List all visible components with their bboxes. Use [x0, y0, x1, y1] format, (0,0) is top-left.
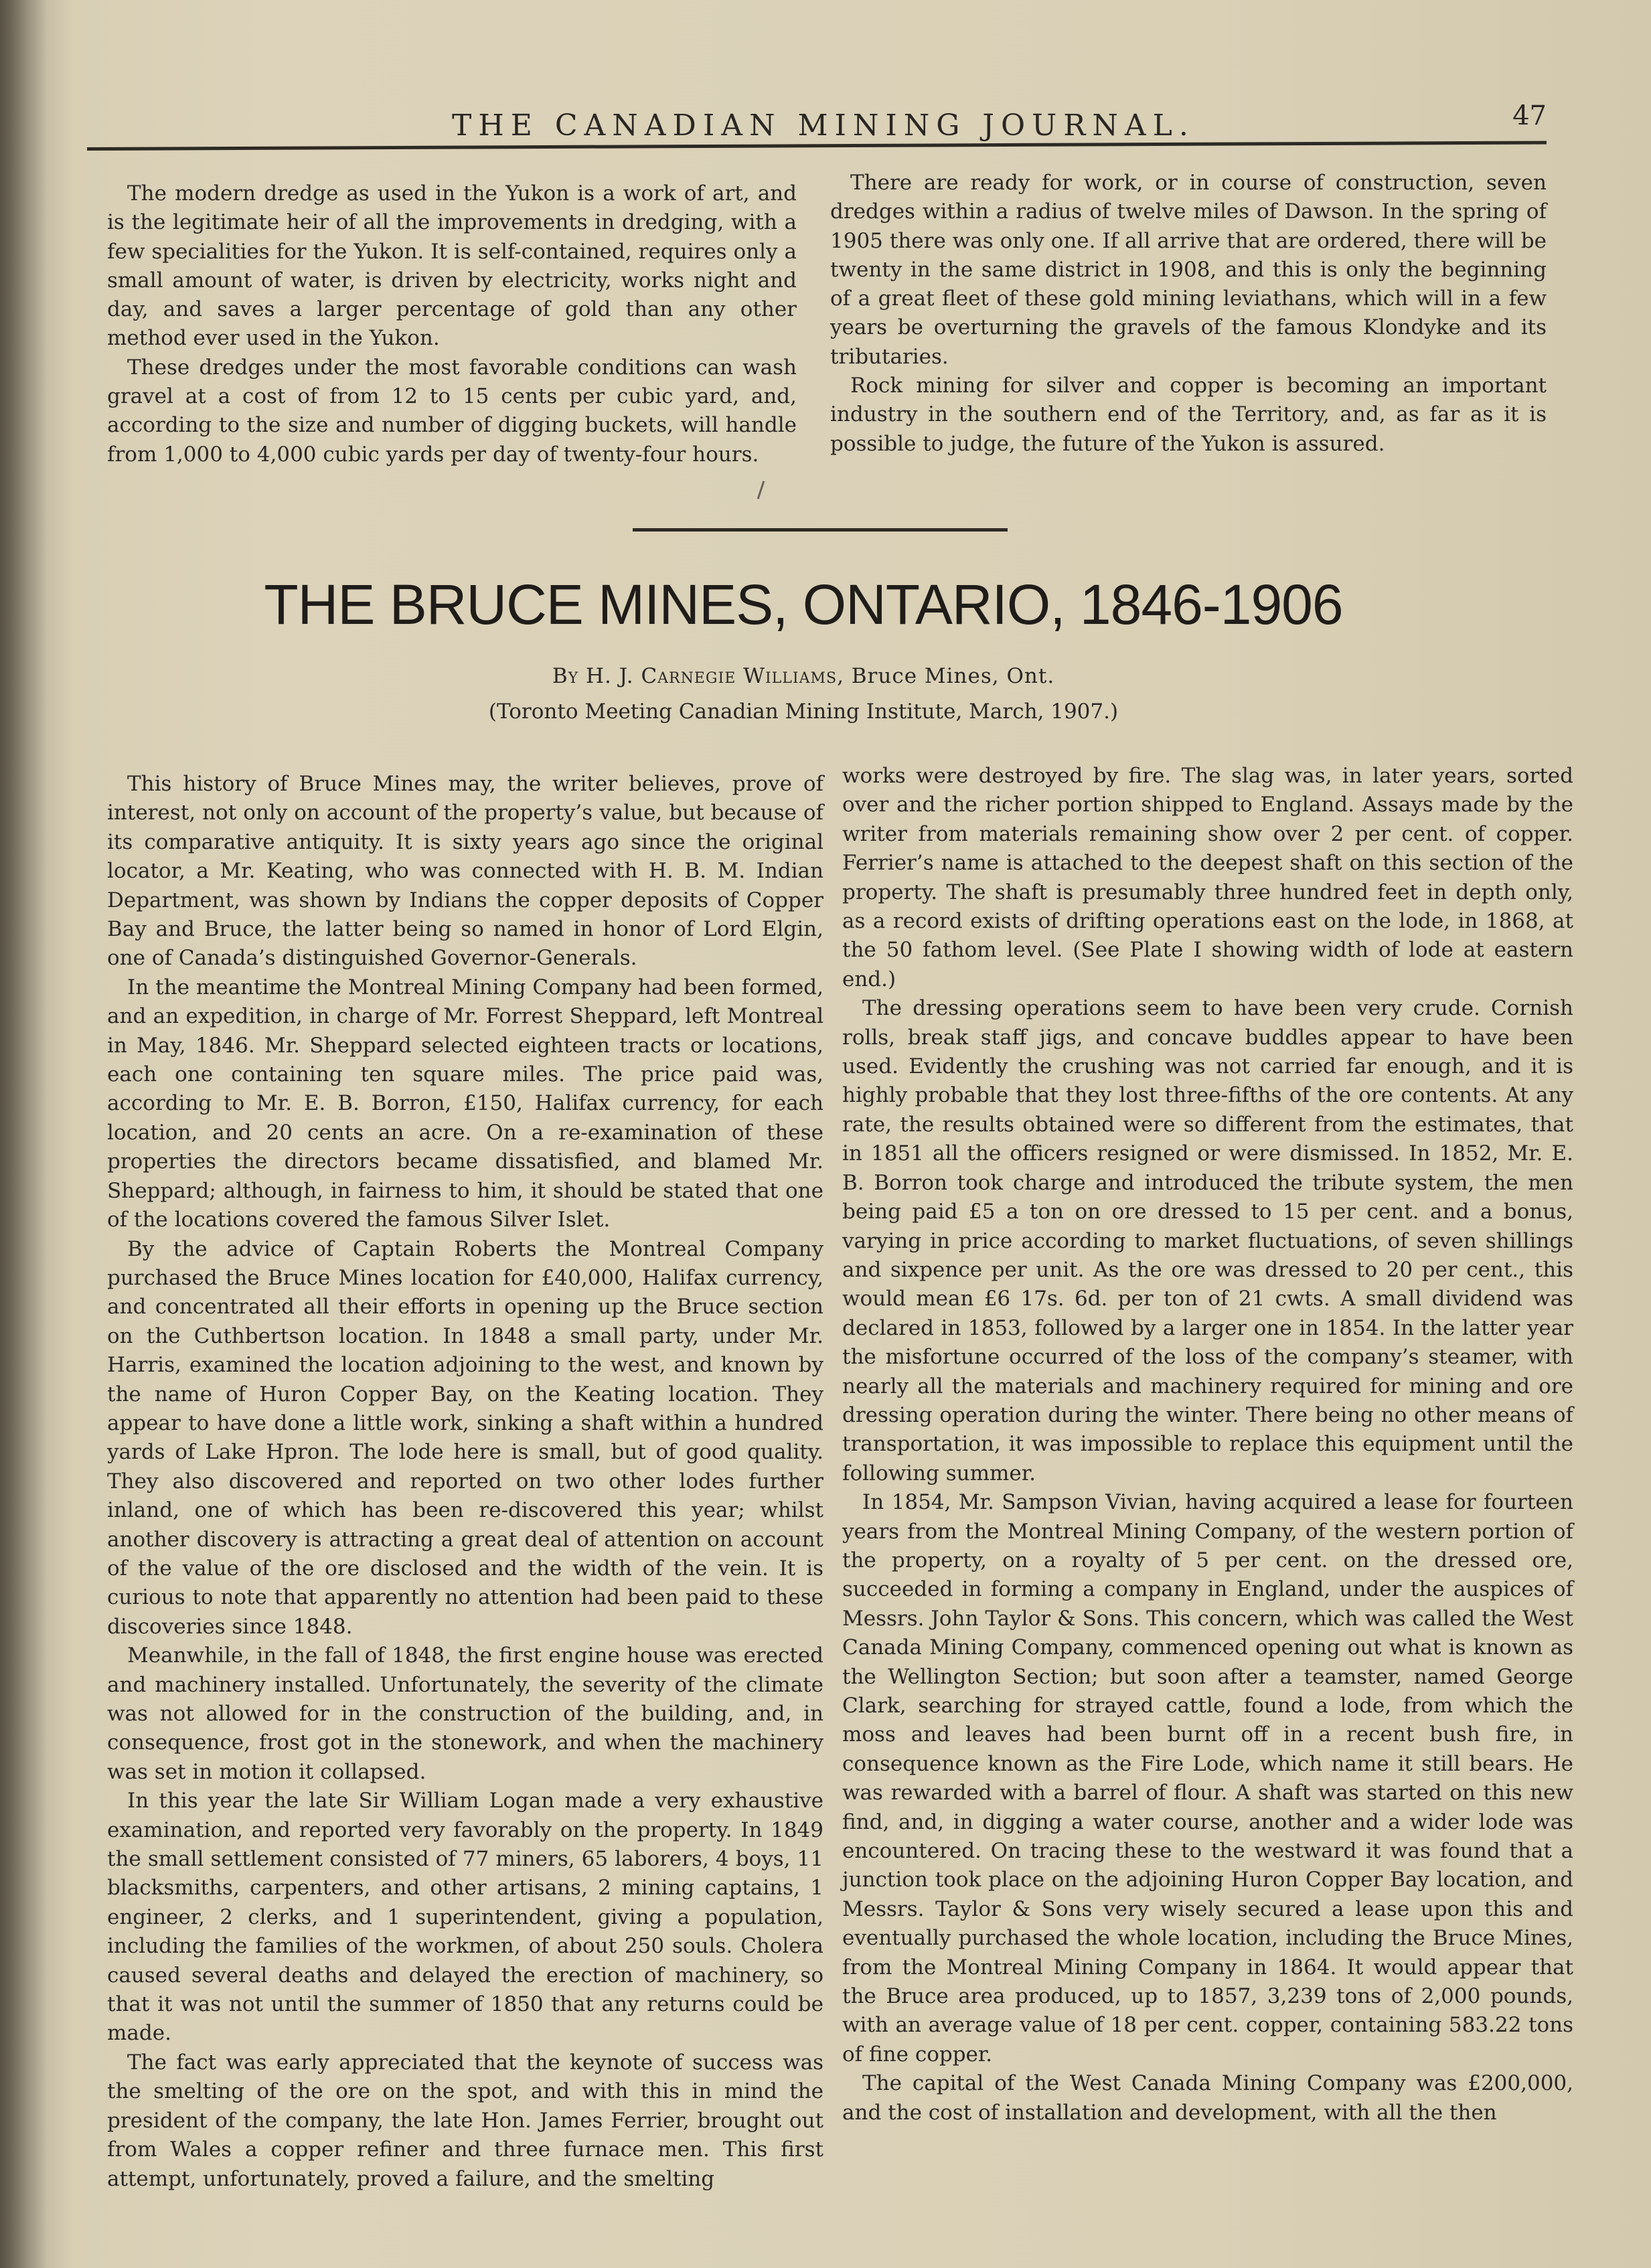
paragraph: There are ready for work, or in course of construction, seven dredges within a radius of twelve miles of Dawson. In the spring of 1905 there was only one. If all arrive that are ordered, there will be twenty in the same district in 1908, and this is only the beginning of a great fleet of these gold mining leviathans, which will in a few years be overturning the gravels of the famous Klondyke and its tributaries.	[830, 171, 1547, 369]
paragraph: In 1854, Mr. Sampson Vivian, having acquired a lease for fourteen years from the Montreal Mining Company, of the western portion of the property, on a royalty of 5 per cent. on the dressed ore, succeeded in forming a company in England, under the auspices of Messrs. John Taylor & Sons. This concern, which was called the West Canada Mining Company, commenced opening out what is known as the Wellington Section; but soon after a teamster, named George Clark, searching for strayed cattle, found a lode, from which the moss and leaves had been burnt off in a recent bush fire, in consequence known as the Fire Lode, which name it still bears. He was rewarded with a barrel of flour. A shaft was started on this new find, and, in digging a water course, another and a wider lode was encountered. On tracing these to the westward it was found that a junction took place on the adjoining Huron Copper Bay location, and Messrs. Taylor & Sons very wisely secured a lease upon this and eventually purchased the whole location, including the Bruce Mines, from the Montreal Mining Company in 1864. It would appear that the Bruce area produced, up to 1857, 3,239 tons of 2,000 pounds, with an average value of 18 per cent. copper, containing 583.22 tons of fine copper.	[842, 1490, 1573, 2067]
journal-title: THE CANADIAN MINING JOURNAL.	[452, 108, 1195, 143]
paragraph: The dressing operations seem to have been very crude. Cornish rolls, break staff jigs, and concave buddles appear to have been used. Evidently the crushing was not carried far enough, and it is highly probable that they lost three-fifths of the ore contents. At any rate, the results obtained were so different from the estimates, that in 1851 all the officers resigned or were dismissed. In 1852, Mr. E. B. Borron took charge and introduced the tribute system, the men being paid £5 a ton on ore dressed to 15 per cent. and a bonus, varying in price according to market fluctuations, of seven shillings and sixpence per unit. As the ore was dressed to 20 per cent., this would mean £6 17s. 6d. per ton of 21 cwts. A small dividend was declared in 1853, followed by a larger one in 1854. In the latter year the misfortune occurred of the loss of the company’s steamer, with nearly all the materials and machinery required for mining and ore dressing operation during the winter. There being no other means of transportation, it was impossible to replace this equipment until the following summer.	[842, 996, 1573, 1485]
top-right-column	[830, 169, 1547, 459]
meeting-note: (Toronto Meeting Canadian Mining Institute, March, 1907.)	[488, 700, 1119, 724]
continued-paragraph: works were destroyed by fire. The slag was, in later years, sorted over and the richer portion shipped to England. Assays made by the writer from materials remaining show over 2 per cent. of copper. Ferrier’s name is attached to the deepest shaft on this section of the property. The shaft is presumably three hundred feet in depth only, as a record exists of drifting operations east on the lode, in 1868, at the 50 fathom level. (See Plate I showing width of lode at eastern end.)	[842, 764, 1573, 991]
paragraph: This history of Bruce Mines may, the writer believes, prove of interest, not only on account of the property’s value, but because of its comparative antiquity. It is sixty years ago since the original locator, a Mr. Keating, who was connected with H. B. M. Indian Department, was shown by Indians the copper deposits of Copper Bay and Bruce, the latter being so named in honor of Lord Elgin, one of Canada’s distinguished Governor-Generals.	[107, 772, 823, 971]
paragraph: The modern dredge as used in the Yukon is a work of art, and is the legitimate heir of all the improvements in dredging, with a few specialities for the Yukon. It is self-contained, requires only a small amount of water, is driven by electricity, works night and day, and saves a larger percentage of gold than any other method ever used in the Yukon.	[107, 181, 797, 351]
paragraph: Meanwhile, in the fall of 1848, the first engine house was erected and machinery installed. Unfortunately, the severity of the climate was not allowed for in the construction of the building, and, in consequence, frost got in the stonework, and when the machinery was set in motion it collapsed.	[107, 1643, 823, 1784]
article-left-column	[107, 770, 823, 2194]
paragraph: In this year the late Sir William Logan made a very exhaustive examination, and reported very favorably on the property. In 1849 the small settlement consisted of 77 miners, 65 laborers, 4 boys, 11 blacksmiths, carpenters, and other artisans, 2 mining captains, 1 engineer, 2 clerks, and 1 superintendent, giving a population, including the families of the workmen, of about 250 souls. Cholera caused several deaths and delayed the erection of machinery, so that it was not until the summer of 1850 that any returns could be made.	[107, 1789, 823, 2046]
page-number: 47	[1512, 100, 1547, 131]
paragraph: The fact was early appreciated that the keynote of success was the smelting of the ore on the spot, and with this in mind the president of the company, the late Hon. James Ferrier, brought out from Wales a copper refiner and three furnace men. This first attempt, unfortunately, proved a failure, and the smelting	[107, 2050, 823, 2191]
paragraph: In the meantime the Montreal Mining Company had been formed, and an expedition, in charge of Mr. Forrest Sheppard, left Montreal in May, 1846. Mr. Sheppard selected eighteen tracts or locations, each one containing ten square miles. The price paid was, according to Mr. E. B. Borron, £150, Halifax currency, for each location, and 20 cents an acre. On a re-examination of these properties the directors became dissatisfied, and blamed Mr. Sheppard; although, in fairness to him, it should be stated that one of the locations covered the famous Silver Islet.	[107, 975, 823, 1232]
pencil-mark	[757, 481, 765, 499]
author-name: H. J. Carnegie Williams	[585, 664, 838, 688]
author-location: , Bruce Mines, Ont.	[837, 664, 1055, 688]
paragraph: These dredges under the most favorable conditions can wash gravel at a cost of from 12 to 15 cents per cubic yard, and, according to the size and number of digging buckets, will handle from 1,000 to 4,000 cubic yards per day of twenty-four hours.	[107, 355, 797, 467]
paragraph: Rock mining for silver and copper is becoming an important industry in the southern end of the Territory, and, as far as it is possible to judge, the future of the Yukon is assured.	[830, 374, 1547, 456]
top-left-column	[107, 179, 797, 469]
byline-prefix: By	[552, 664, 579, 688]
paragraph: By the advice of Captain Roberts the Montreal Company purchased the Bruce Mines location for £40,000, Halifax currency, and concentrated all their efforts in opening up the Bruce section on the Cuthbertson location. In 1848 a small party, under Mr. Harris, examined the location adjoining to the west, and known by the name of Huron Copper Bay, on the Keating location. They appear to have done a little work, sinking a shaft within a hundred yards of Lake Hpron. The lode here is small, but of good quality. They also discovered and reported on two other lodes further inland, one of which has been re-discovered this year; whilst another discovery is attracting a great deal of attention on account of the value of the ore disclosed and the width of the vein. It is curious to note that apparently no attention had been paid to these discoveries since 1848.	[107, 1236, 823, 1639]
paragraph: The capital of the West Canada Mining Company was £200,000, and the cost of installation and development, with all the then	[842, 2071, 1573, 2125]
article-right-column	[842, 762, 1573, 2127]
section-divider	[633, 528, 1008, 532]
article-title: THE BRUCE MINES, ONTARIO, 1846-1906	[264, 573, 1343, 636]
byline	[0, 664, 1607, 688]
binding-shadow	[0, 0, 47, 2268]
